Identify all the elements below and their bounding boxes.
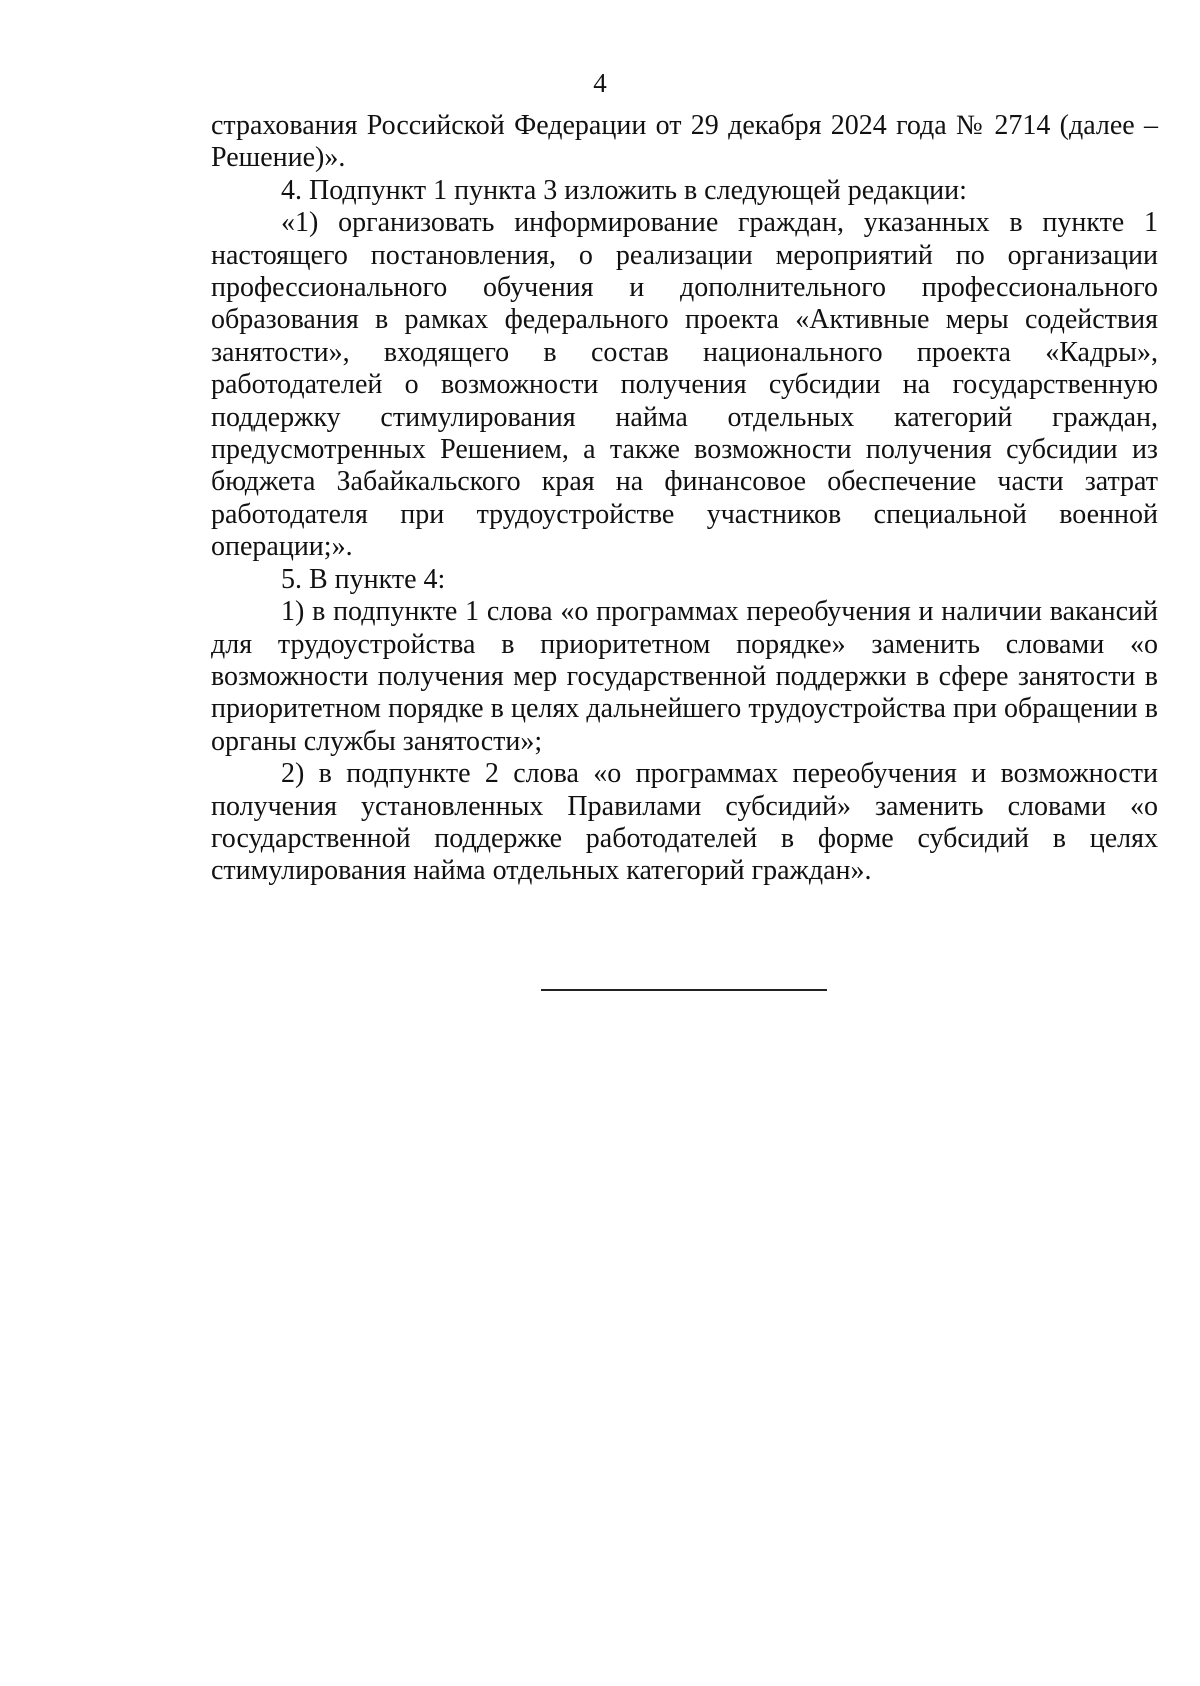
paragraph-item-5-subitem-2: 2) в подпункте 2 слова «о программах переобучения и возможности получения установленных Правилами субсидий» заменить словами «о государственной поддержке работодателей в форме субсидий в целях стимулирования найма отдельных категорий граждан». xyxy=(211,758,1158,887)
page-number: 4 xyxy=(593,68,607,98)
document-body xyxy=(211,110,1158,888)
paragraph-item-4: 4. Подпункт 1 пункта 3 изложить в следующей редакции: xyxy=(281,174,967,206)
paragraph-item-5-subitem-1: 1) в подпункте 1 слова «о программах переобучения и наличии вакансий для трудоустройства в приоритетном порядке» заменить словами «о возможности получения мер государственной поддержки в сфере занятости в приоритетном порядке в целях дальнейшего трудоустройства при обращении в органы службы занятости»; xyxy=(211,596,1158,757)
paragraph-item-4-subitem-1: «1) организовать информирование граждан, указанных в пункте 1 настоящего постановления, о реализации мероприятий по организации профессионального обучения и дополнительного профессионального образования в рамках федерального проекта «Активные меры содействия занятости», входящего в состав национального проекта «Кадры», работодателей о возможности получения субсидии на государственную поддержку стимулирования найма отдельных категорий граждан, предусмотренных Решением, а также возможности получения субсидии из бюджета Забайкальского края на финансовое обеспечение части затрат работодателя при трудоустройстве участников специальной военной операции;». xyxy=(211,207,1158,563)
paragraph-continuation: страхования Российской Федерации от 29 декабря 2024 года № 2714 (далее – Решение)». xyxy=(211,110,1158,174)
end-separator-line xyxy=(541,989,827,991)
paragraph-item-5: 5. В пункте 4: xyxy=(281,563,446,595)
